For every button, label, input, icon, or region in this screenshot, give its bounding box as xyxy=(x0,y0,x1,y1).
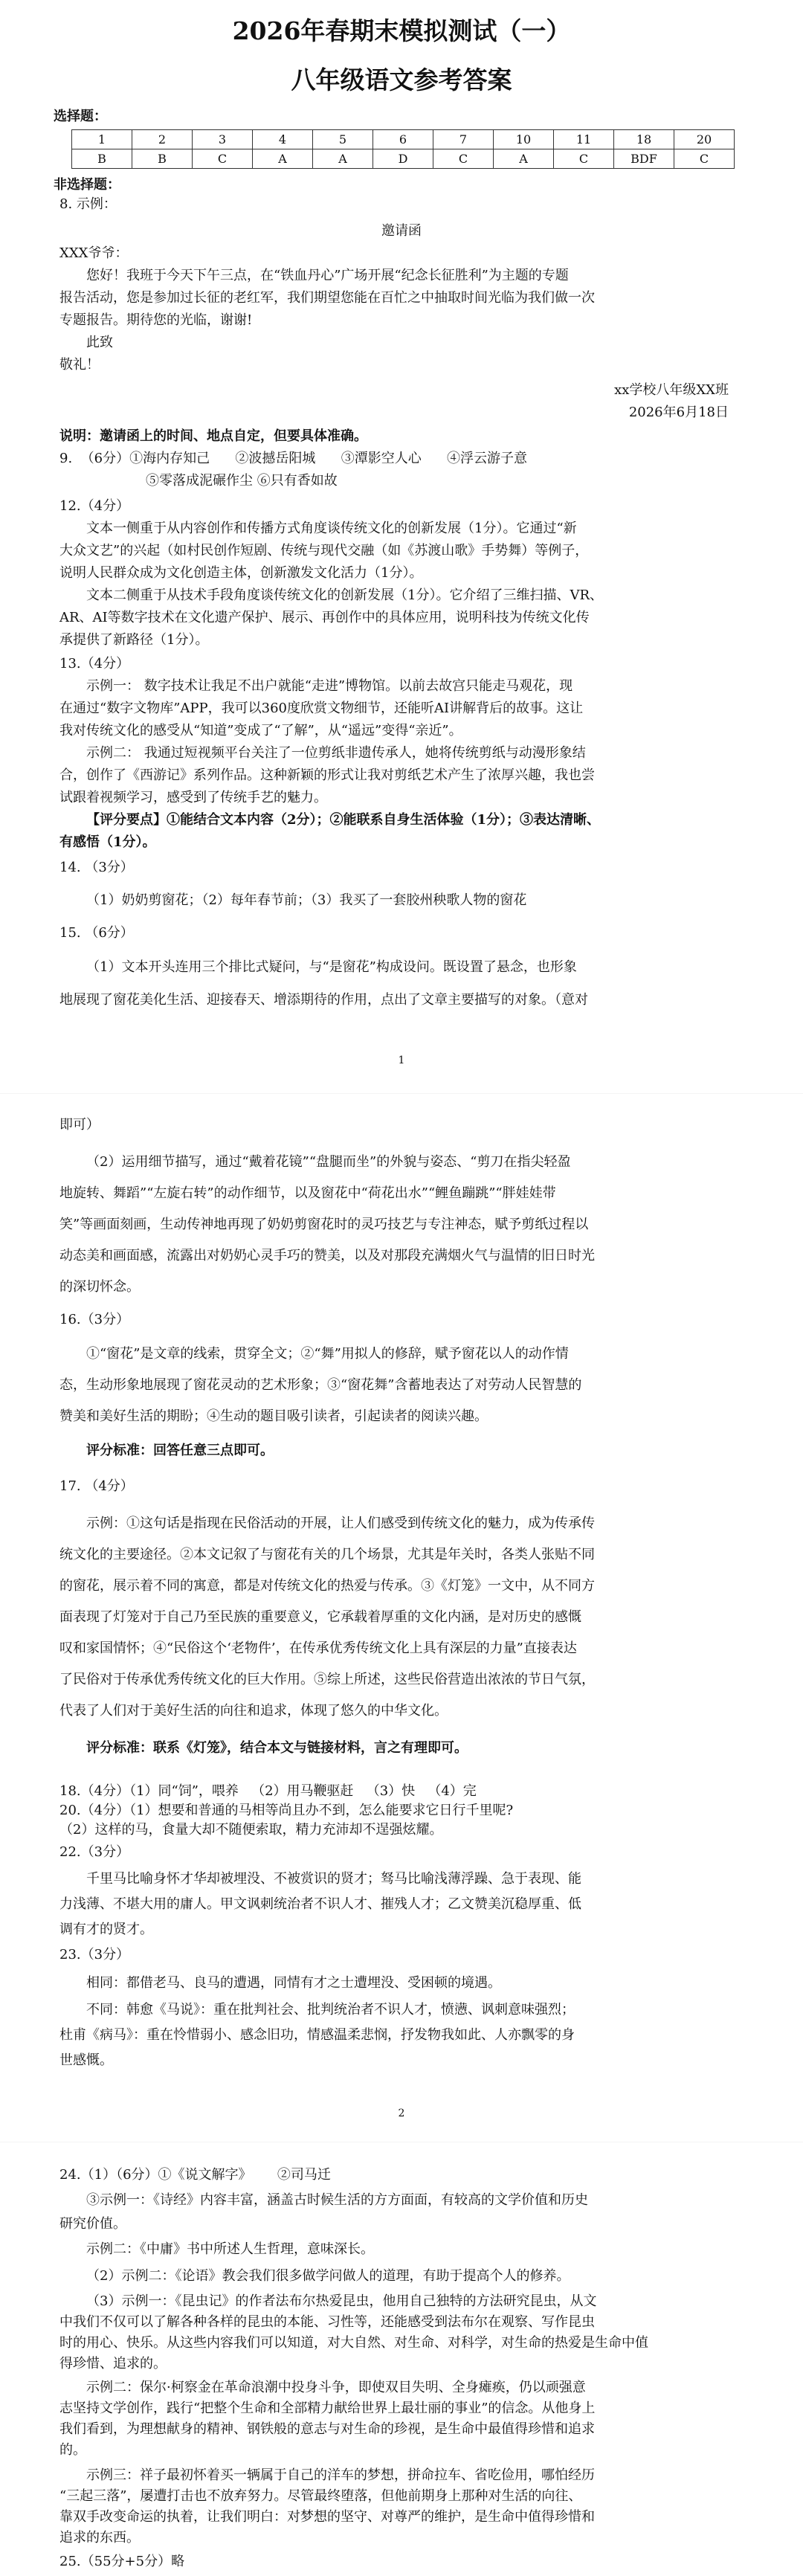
q20-answer: （2）这样的马，食量大却不随便索取，精力充沛却不逞强炫耀。 xyxy=(59,1822,443,1838)
paragraph-line: 杜甫《病马》：重在怜惜弱小、感念旧功，情感温柔悲悯，抒发物我如此、人亦飘零的身 xyxy=(59,2027,575,2043)
paragraph-line: 志坚持文学创作，践行“把整个生命和全部精力献给世界上最壮丽的事业”的信念。从他身上 xyxy=(59,2400,596,2416)
q20-answer: 20.（4分）（1）想要和普通的马相等尚且办不到，怎么能要求它日行千里呢? xyxy=(59,1803,514,1818)
paragraph-line: 文本一侧重于从内容创作和传播方式角度谈传统文化的创新发展（1分）。它通过“新 xyxy=(86,521,577,536)
q9-line: 9. （6分）①海内存知己 ②波撼岳阳城 ③潭影空人心 ④浮云游子意 xyxy=(59,451,528,466)
table-cell: 11 xyxy=(554,130,614,149)
q24-line: 24.（1）（6分）①《说文解字》 ②司马迁 xyxy=(59,2167,331,2183)
paragraph-line: 示例二：保尔·柯察金在革命浪潮中投身斗争，即使双目失明、全身瘫痪，仍以顽强意 xyxy=(86,2380,586,2395)
letter-body-line: 您好！我班于今天下午三点，在“铁血丹心”广场开展“纪念长征胜利”为主题的专题 xyxy=(86,268,569,283)
letter-title: 邀请函 xyxy=(381,223,422,239)
score-note: 评分标准：联系《灯笼》，结合本文与链接材料，言之有理即可。 xyxy=(86,1740,468,1756)
paragraph-line: （3）示例一：《昆虫记》的作者法布尔热爱昆虫，他用自己独特的方法研究昆虫，从文 xyxy=(86,2293,597,2309)
paragraph-line: “三起三落”，屡遭打击也不放弃努力。尽管最终堕落，但他前期身上那种对生活的向往、 xyxy=(59,2488,582,2504)
answer-table xyxy=(71,129,735,169)
table-cell: C xyxy=(554,149,614,169)
q15-label: 15. （6分） xyxy=(59,925,134,941)
table-cell: C xyxy=(193,149,253,169)
paragraph-line: 动态美和画面感，流露出对奶奶心灵手巧的赞美，以及对那段充满烟火气与温情的旧日时光 xyxy=(59,1248,595,1263)
paragraph-line: ③示例一：《诗经》内容丰富，涵盖古时候生活的方方面面，有较高的文学价值和历史 xyxy=(86,2192,588,2208)
q18-answer: 18.（4分）（1）同“饲”，喂养 （2）用马鞭驱赶 （3）快 （4）完 xyxy=(59,1783,477,1799)
paragraph-line: 笑”等画面刻画，生动传神地再现了奶奶剪窗花时的灵巧技艺与专注神态，赋予剪纸过程以 xyxy=(59,1217,589,1232)
paragraph-line: 靠双手改变命运的执着，让我们明白：对梦想的坚守、对尊严的维护，是生命中值得珍惜和 xyxy=(59,2509,595,2525)
paragraph-line: 试跟着视频学习，感受到了传统手艺的魅力。 xyxy=(59,790,327,805)
paragraph-line: 文本二侧重于从技术手段角度谈传统文化的创新发展（1分）。它介绍了三维扫描、VR、 xyxy=(86,587,603,603)
table-cell: A xyxy=(253,149,313,169)
paragraph-line: 赞美和美好生活的期盼；④生动的题目吸引读者，引起读者的阅读兴趣。 xyxy=(59,1408,488,1424)
q22-label: 22.（3分） xyxy=(59,1844,130,1860)
letter-salutation: XXX爷爷： xyxy=(59,245,129,261)
q16-label: 16.（3分） xyxy=(59,1312,130,1327)
letter-body-line: 报告活动，您是参加过长征的老红军，我们期望您能在百忙之中抽取时间光临为我们做一次 xyxy=(59,290,595,306)
letter-signature: xx学校八年级XX班 xyxy=(614,382,729,398)
letter-closing-2: 敬礼！ xyxy=(59,357,100,373)
paragraph-line: 合，创作了《西游记》系列作品。这种新颖的形式让我对剪纸艺术产生了浓厚兴趣，我也尝 xyxy=(59,767,595,783)
paragraph-line: 地旋转、舞蹈”“左旋右转”的动作细节，以及窗花中“荷花出水”“鲤鱼蹦跳”“胖娃娃带 xyxy=(59,1185,556,1201)
paragraph-line: 代表了人们对于美好生活的向往和追求，体现了悠久的中华文化。 xyxy=(59,1703,448,1719)
choice-heading: 选择题： xyxy=(54,109,107,124)
continued-text: 即可） xyxy=(59,1117,100,1133)
table-cell: C xyxy=(674,149,735,169)
paragraph-line: （1）文本开头连用三个排比式疑问，与“是窗花”构成设问。既设置了悬念，也形象 xyxy=(86,959,577,975)
q17-label: 17. （4分） xyxy=(59,1478,134,1494)
table-cell: A xyxy=(494,149,554,169)
letter-closing: 此致 xyxy=(86,335,113,350)
table-cell: C xyxy=(433,149,494,169)
q14-answer: （1）奶奶剪窗花；（2）每年春节前；（3）我买了一套胶州秧歌人物的窗花 xyxy=(86,892,527,908)
table-cell: 10 xyxy=(494,130,554,149)
paragraph-line: 调有才的贤才。 xyxy=(59,1922,153,1937)
page-divider xyxy=(0,1093,803,1094)
table-cell: 18 xyxy=(614,130,674,149)
table-cell: 3 xyxy=(193,130,253,149)
paragraph-line: （2）运用细节描写，通过“戴着花镜”“盘腿而坐”的外貌与姿态、“剪刀在指尖轻盈 xyxy=(86,1154,571,1170)
table-cell: B xyxy=(72,149,132,169)
paragraph-line: 示例：①这句话是指现在民俗活动的开展，让人们感受到传统文化的魅力，成为传承传 xyxy=(86,1516,595,1531)
paragraph-line: 在通过“数字文物库”APP，我可以360度欣赏文物细节，还能听AI讲解背后的故事。这让 xyxy=(59,701,584,716)
table-cell: 7 xyxy=(433,130,494,149)
q25-line: 25.（55分+5分）略 xyxy=(59,2554,185,2569)
paragraph-line: 统文化的主要途径。②本文记叙了与窗花有关的几个场景，尤其是年关时，各类人张贴不同 xyxy=(59,1547,595,1562)
paragraph-line: 承提供了新路径（1分）。 xyxy=(59,632,209,648)
q9-line: ⑤零落成泥碾作尘 ⑥只有香如故 xyxy=(146,473,338,489)
q8-label: 8. 示例： xyxy=(59,196,117,212)
table-cell: 6 xyxy=(373,130,433,149)
score-note: 有感悟（1分）。 xyxy=(59,834,156,850)
paragraph-line: 面表现了灯笼对于自己乃至民族的重要意义，它承载着厚重的文化内涵，是对历史的感慨 xyxy=(59,1609,581,1625)
paragraph-line: 得珍惜、追求的。 xyxy=(59,2356,167,2371)
paragraph-line: 的深切怀念。 xyxy=(59,1279,140,1295)
table-cell: B xyxy=(132,149,193,169)
paragraph-line: 时的用心、快乐。从这些内容我们可以知道，对大自然、对生命、对科学，对生命的热爱是生命中值 xyxy=(59,2335,648,2351)
q8-note: 说明：邀请函上的时间、地点自定，但要具体准确。 xyxy=(59,428,367,444)
paragraph-line: 的窗花，展示着不同的寓意，都是对传统文化的热爱与传承。③《灯笼》一文中，从不同方 xyxy=(59,1578,595,1594)
paragraph-line: 千里马比喻身怀才华却被埋没、不被赏识的贤才；驽马比喻浅薄浮躁、急于表现、能 xyxy=(86,1871,581,1887)
paragraph-line: 我对传统文化的感受从“知道”变成了“了解”，从“遥远”变得“亲近”。 xyxy=(59,723,462,738)
paragraph-line: 示例一： 数字技术让我足不出户就能“走进”博物馆。以前去故宫只能走马观花，现 xyxy=(86,678,573,694)
paragraph-line: 叹和家国情怀；④“民俗这个‘老物件’，在传承优秀传统文化上具有深层的力量”直接表达 xyxy=(59,1640,577,1656)
q23-label: 23.（3分） xyxy=(59,1947,130,1962)
table-cell: A xyxy=(313,149,373,169)
page-number: 1 xyxy=(398,1054,405,1066)
paragraph-line: 的。 xyxy=(59,2442,86,2458)
table-cell: 4 xyxy=(253,130,313,149)
letter-date: 2026年6月18日 xyxy=(628,405,729,420)
paragraph-line: 我们看到，为理想献身的精神、钢铁般的意志与对生命的珍视，是生命中最值得珍惜和追求 xyxy=(59,2421,595,2437)
table-cell: BDF xyxy=(614,149,674,169)
paragraph-line: 说明人民群众成为文化创造主体，创新激发文化活力（1分）。 xyxy=(59,565,423,581)
table-cell: D xyxy=(373,149,433,169)
paragraph-line: 示例二： 我通过短视频平台关注了一位剪纸非遗传承人，她将传统剪纸与动漫形象结 xyxy=(86,745,586,761)
q12-label: 12.（4分） xyxy=(59,498,130,514)
letter-body-line: 专题报告。期待您的光临，谢谢! xyxy=(59,312,253,328)
paragraph-line: 追求的东西。 xyxy=(59,2530,140,2546)
score-note: 评分标准：回答任意三点即可。 xyxy=(86,1443,274,1458)
table-cell: 1 xyxy=(72,130,132,149)
page-number: 2 xyxy=(398,2108,405,2119)
table-cell: 5 xyxy=(313,130,373,149)
answer-table-answers xyxy=(72,149,735,169)
paragraph-line: （2）示例二：《论语》教会我们很多做学问做人的道理，有助于提高个人的修养。 xyxy=(86,2268,570,2284)
paragraph-line: 了民俗对于传承优秀传统文化的巨大作用。⑤综上所述，这些民俗营造出浓浓的节日气氛， xyxy=(59,1672,595,1687)
paragraph-line: 相同：都借老马、良马的遭遇，同情有才之士遭埋没、受困顿的境遇。 xyxy=(86,1975,501,1991)
paragraph-line: 世感慨。 xyxy=(59,2052,113,2068)
table-cell: 2 xyxy=(132,130,193,149)
paragraph-line: 研究价值。 xyxy=(59,2216,126,2232)
paragraph-line: 示例三：祥子最初怀着买一辆属于自己的洋车的梦想，拼命拉车、省吃俭用，哪怕经历 xyxy=(86,2467,595,2483)
page-title: 2026年春期末模拟测试（一） xyxy=(232,16,571,45)
q14-label: 14. （3分） xyxy=(59,860,134,875)
q13-label: 13.（4分） xyxy=(59,656,130,672)
nonchoice-heading: 非选择题： xyxy=(54,177,120,193)
paragraph-line: ①“窗花”是文章的线索，贯穿全文；②“舞”用拟人的修辞，赋予窗花以人的动作情 xyxy=(86,1346,569,1362)
paragraph-line: 力浅薄、不堪大用的庸人。甲文讽刺统治者不识人才、摧残人才；乙文赞美沉稳厚重、低 xyxy=(59,1896,581,1912)
paragraph-line: 示例二：《中庸》书中所述人生哲理，意味深长。 xyxy=(86,2241,374,2257)
paragraph-line: 大众文艺”的兴起（如村民创作短剧、传统与现代交融（如《苏渡山歌》手势舞）等例子， xyxy=(59,543,589,558)
page-subtitle: 八年级语文参考答案 xyxy=(291,65,512,94)
score-note: 【评分要点】①能结合文本内容（2分）；②能联系自身生活体验（1分）；③表达清晰、 xyxy=(86,812,601,828)
paragraph-line: 中我们不仅可以了解各种各样的昆虫的本能、习性等，还能感受到法布尔在观察、写作昆虫 xyxy=(59,2314,595,2330)
paragraph-line: 地展现了窗花美化生活、迎接春天、增添期待的作用，点出了文章主要描写的对象。（意对 xyxy=(59,992,588,1008)
paragraph-line: AR、AI等数字技术在文化遗产保护、展示、再创作中的具体应用，说明科技为传统文化传 xyxy=(59,610,590,625)
paragraph-line: 态，生动形象地展现了窗花灵动的艺术形象；③“窗花舞”含蓄地表达了对劳动人民智慧的 xyxy=(59,1377,582,1393)
answer-table-numbers xyxy=(72,130,735,149)
table-cell: 20 xyxy=(674,130,735,149)
paragraph-line: 不同：韩愈《马说》：重在批判社会、批判统治者不识人才，愤懑、讽刺意味强烈； xyxy=(86,2002,575,2018)
